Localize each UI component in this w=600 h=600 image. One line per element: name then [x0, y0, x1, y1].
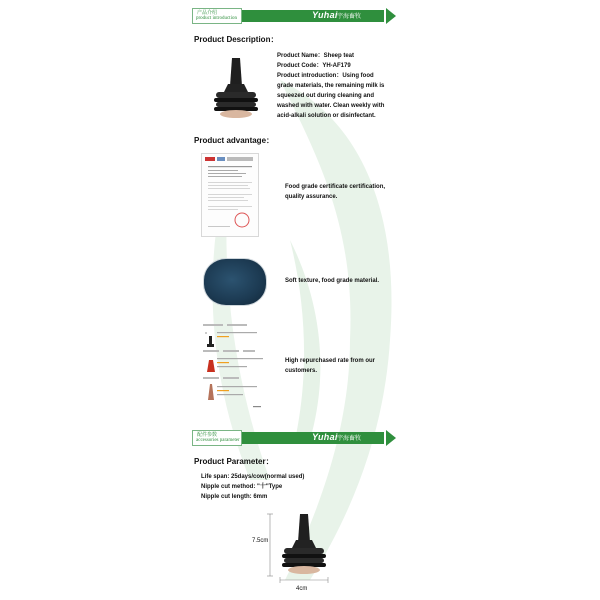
customer-orders-image: [201, 322, 271, 414]
brand-logo-cn: 宇海畜牧: [337, 13, 362, 20]
advantage-line: customers.: [285, 368, 318, 374]
banner-tag-cn: 配件参数: [197, 432, 218, 438]
description-text: [277, 51, 384, 121]
parameter-line: Nipple cut method: "十"Type: [201, 484, 283, 490]
advantage-title: Product advantage：: [194, 136, 275, 145]
banner-tag: [192, 430, 242, 446]
watermark-leaf: [190, 40, 405, 585]
description-line: squeezed out during cleaning and: [277, 93, 375, 99]
brand-logo-cn: 宇海畜牧: [337, 435, 362, 442]
description-line: Product introduction：Using food: [277, 73, 374, 79]
parameter-line: Life span: 25days/cow(normal used): [201, 474, 305, 480]
advantage-line: Food grade certificate certification,: [285, 184, 386, 190]
advantage-line: quality assurance.: [285, 194, 338, 200]
banner-tag-en: accessories parameter: [196, 438, 240, 443]
certificate-image: [201, 153, 259, 237]
parameter-banner: [192, 430, 392, 446]
advantage-text-1: [285, 182, 385, 202]
advantage-text-3: [285, 356, 375, 376]
description-line: washed with water. Clean weekly with: [277, 103, 385, 109]
advantage-line: High repurchased rate from our: [285, 358, 376, 364]
sheep-teat-image: [206, 56, 266, 120]
dimension-drawing: [258, 510, 348, 590]
advantage-text-2: [285, 276, 379, 286]
parameter-text: [201, 472, 304, 502]
description-line: Product Code：YH-AF179: [277, 63, 351, 69]
parameter-line: Nipple cut length: 6mm: [201, 494, 268, 500]
banner-tag: [192, 8, 242, 24]
description-line: grade materials, the remaining milk is: [277, 83, 385, 89]
banner-tag-cn: 产品介绍: [197, 10, 218, 16]
header-banner: [192, 8, 392, 24]
parameter-title: Product Parameter：: [194, 457, 274, 466]
width-label: 4cm: [296, 586, 308, 592]
description-title: Product Description：: [194, 35, 279, 44]
description-line: Product Name：Sheep teat: [277, 53, 355, 59]
advantage-line: Soft texture, food grade material.: [285, 278, 380, 284]
brand-logo: Yuhai: [312, 10, 338, 20]
banner-tag-en: product introduction: [196, 16, 237, 21]
description-line: acid-alkali solution or disinfectant.: [277, 113, 376, 119]
brand-logo: Yuhai: [312, 432, 338, 442]
height-label: 7.5cm: [252, 538, 269, 544]
fabric-image: [203, 258, 267, 306]
